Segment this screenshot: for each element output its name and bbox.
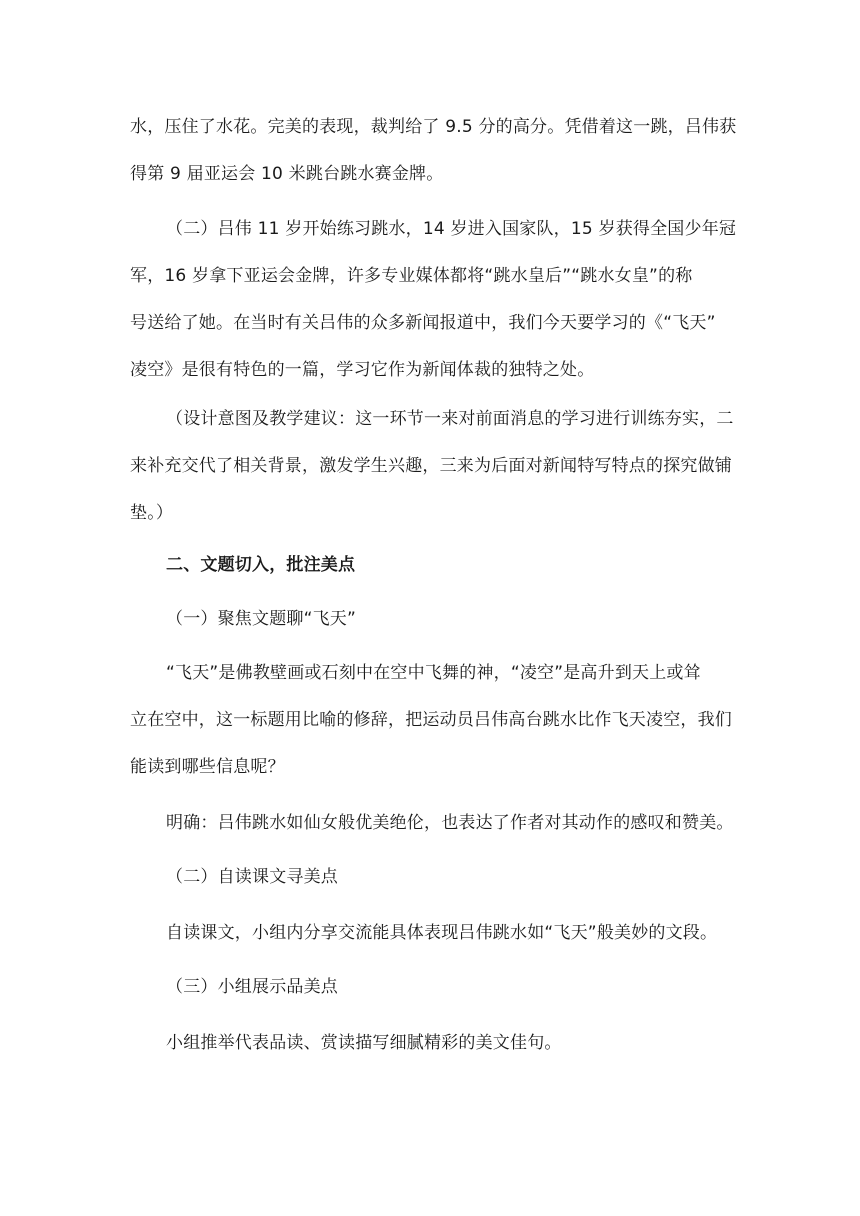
section-heading	[130, 542, 730, 589]
paragraph-group-reading	[130, 1020, 730, 1067]
text-line: 立在空中，这一标题用比喻的修辞，把运动员吕伟高台跳水比作飞天凌空，我们	[130, 710, 732, 730]
text-line: 自读课文，小组内分享交流能具体表现吕伟跳水如“飞天”般美妙的文段。	[166, 923, 718, 943]
text-line: 小组推举代表品读、赏读描写细腻精彩的美文佳句。	[166, 1033, 562, 1053]
subsection-title-text: （三）小组展示品美点	[166, 977, 338, 997]
text-line: 垫。）	[130, 503, 174, 523]
text-line: 能读到哪些信息呢？	[130, 757, 285, 777]
text-line: 军，16 岁拿下亚运会金牌，许多专业媒体都将“跳水皇后”“跳水女皇”的称	[130, 266, 693, 286]
paragraph-design-intent	[130, 396, 734, 537]
subsection-title-3	[130, 964, 730, 1011]
text-line: 水，压住了水花。完美的表现，裁判给了 9.5 分的高分。凭借着这一跳，吕伟获	[130, 117, 737, 137]
subsection-title-text: （一）聚焦文题聊“飞天”	[166, 609, 357, 629]
text-line: 凌空》是很有特色的一篇，学习它作为新闻体裁的独特之处。	[130, 360, 595, 380]
text-line: 明确：吕伟跳水如仙女般优美绝伦，也表达了作者对其动作的感叹和赞美。	[166, 813, 734, 833]
paragraph-title-explanation	[130, 650, 730, 791]
text-line: 号送给了她。在当时有关吕伟的众多新闻报道中，我们今天要学习的《“飞天”	[130, 313, 716, 333]
text-line: 来补充交代了相关背景，激发学生兴趣，三来为后面对新闻特写特点的探究做铺	[130, 456, 732, 476]
text-line: “飞天”是佛教壁画或石刻中在空中飞舞的神，“凌空”是高升到天上或耸	[166, 663, 701, 683]
text-line: （二）吕伟 11 岁开始练习跳水，14 岁进入国家队，15 岁获得全国少年冠	[166, 219, 737, 239]
paragraph-competition-result	[130, 104, 737, 198]
paragraph-self-reading	[130, 910, 730, 957]
paragraph-career-background	[130, 206, 737, 394]
subsection-title-2	[130, 854, 730, 901]
section-heading-text: 二、文题切入，批注美点	[166, 555, 356, 575]
paragraph-clarification	[130, 800, 734, 847]
subsection-title-text: （二）自读课文寻美点	[166, 867, 338, 887]
subsection-title-1	[130, 596, 730, 643]
text-line: （设计意图及教学建议：这一环节一来对前面消息的学习进行训练夯实，二	[166, 409, 734, 429]
text-line: 得第 9 届亚运会 10 米跳台跳水赛金牌。	[130, 164, 444, 184]
